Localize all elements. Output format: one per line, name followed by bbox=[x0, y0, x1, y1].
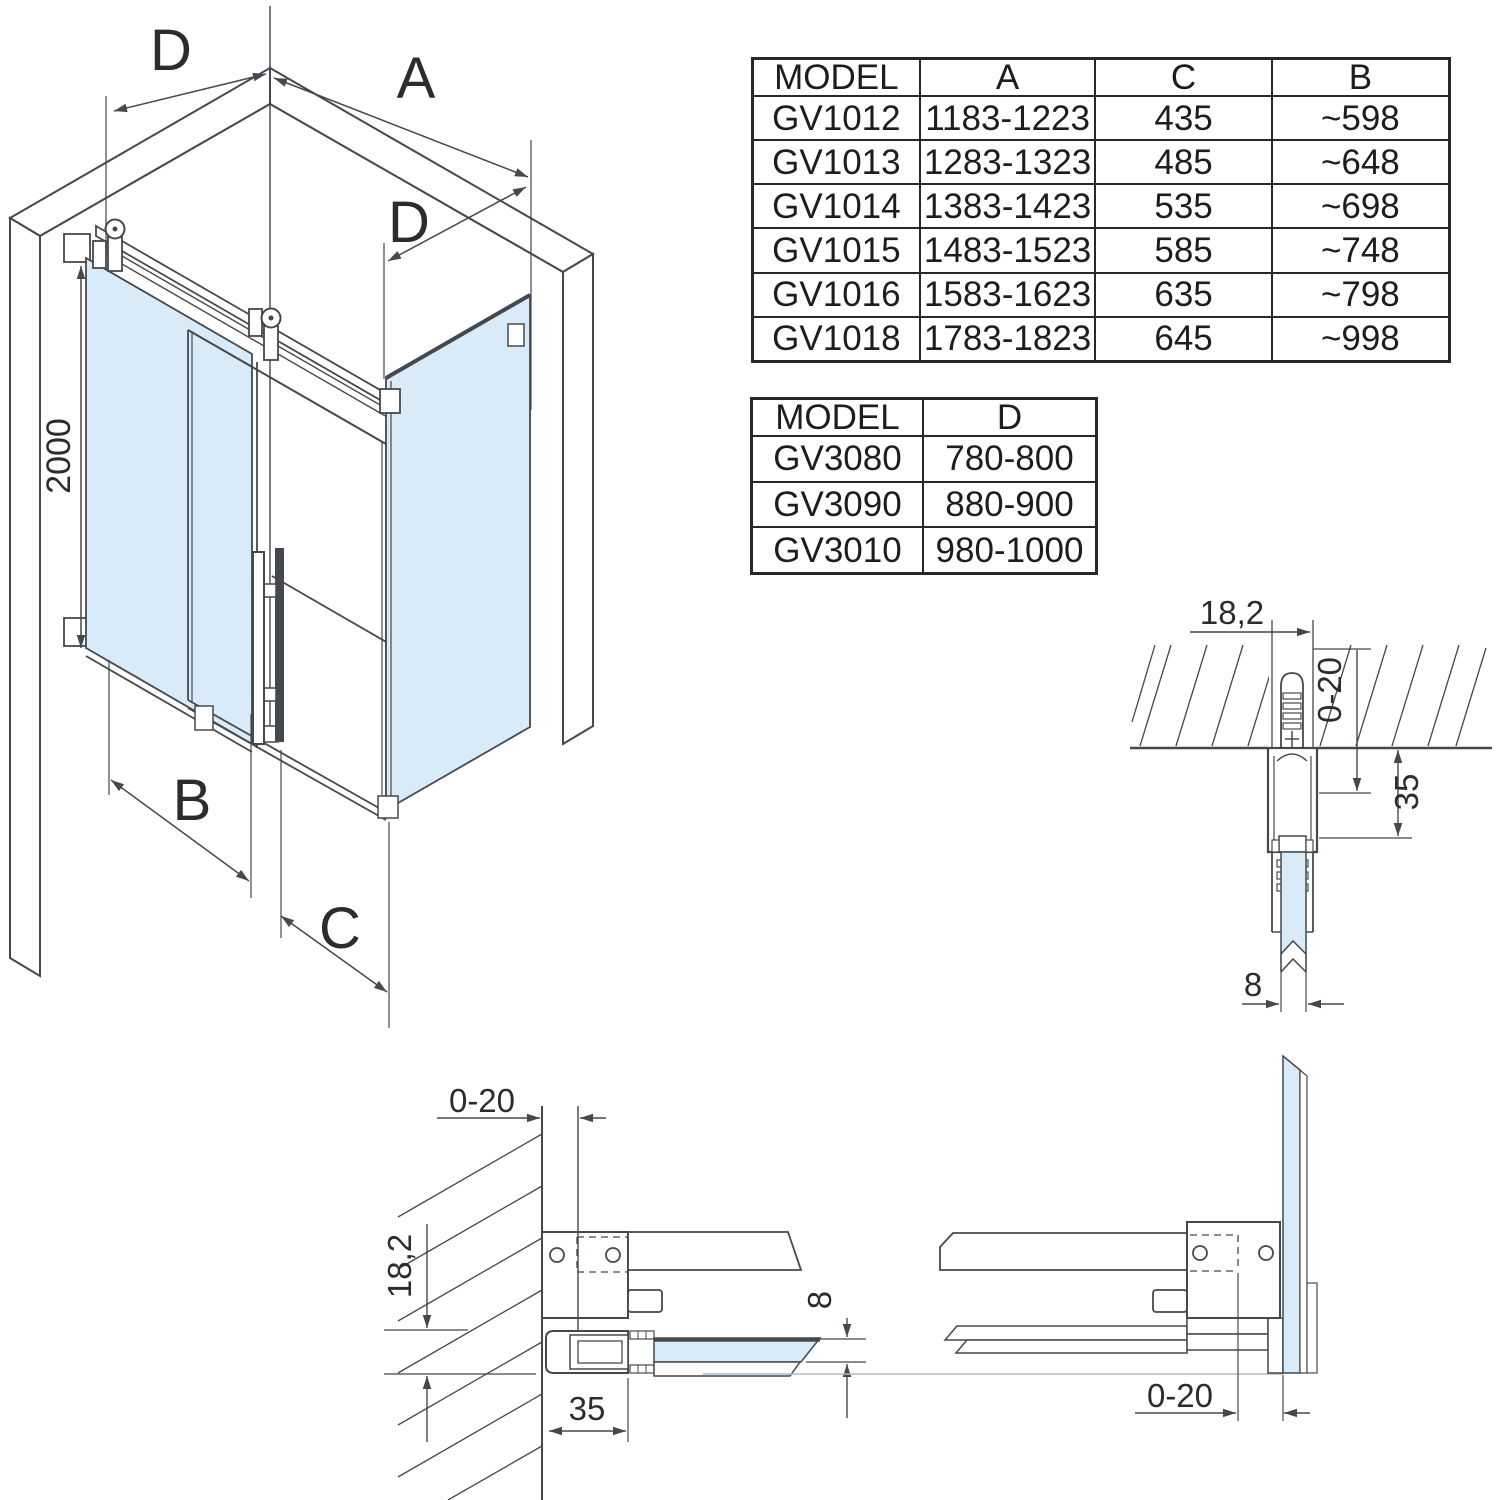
dimension-arrowhead bbox=[514, 168, 528, 177]
dim-label-8: 8 bbox=[801, 1290, 838, 1310]
top-rail-bar bbox=[940, 1233, 1187, 1270]
screw-hole bbox=[1259, 1246, 1273, 1260]
dimension-arrowhead bbox=[114, 104, 128, 112]
table-cell: 435 bbox=[1095, 96, 1271, 140]
depth-table bbox=[750, 397, 1098, 575]
table-row bbox=[753, 96, 1450, 140]
table-header-cell: D bbox=[923, 399, 1097, 437]
table-cell: 1283-1323 bbox=[920, 140, 1096, 184]
anchor-screw bbox=[1281, 673, 1303, 748]
dim-label-8: 8 bbox=[1243, 966, 1263, 1003]
bottom-guide bbox=[195, 706, 213, 730]
size-table bbox=[751, 57, 1451, 363]
table-header-cell: C bbox=[1095, 59, 1271, 97]
table-cell: GV3090 bbox=[752, 482, 923, 528]
table-cell: GV1015 bbox=[753, 228, 920, 272]
dim-label-35: 35 bbox=[1388, 773, 1425, 811]
table-cell: 1383-1423 bbox=[920, 184, 1096, 228]
dimension-18-2 bbox=[1190, 594, 1310, 636]
panel-bracket bbox=[1187, 1222, 1280, 1318]
table-cell: 1483-1523 bbox=[920, 228, 1096, 272]
table-header-cell: B bbox=[1272, 59, 1450, 97]
dimension-arrowhead bbox=[527, 1114, 540, 1123]
table-cell: 880-900 bbox=[923, 482, 1097, 528]
dimension-8 bbox=[1242, 956, 1344, 1012]
dimension-0-20 bbox=[437, 1082, 606, 1122]
table-row bbox=[752, 527, 1097, 573]
table-cell: GV3010 bbox=[752, 527, 923, 573]
table-cell: 585 bbox=[1095, 228, 1271, 272]
dimension-arrowhead bbox=[549, 1427, 562, 1436]
side-glass-panel bbox=[378, 295, 530, 818]
bottom-rail-wall-detail bbox=[381, 1082, 866, 1500]
screw-hole bbox=[550, 1248, 564, 1262]
screw-hole bbox=[1193, 1246, 1207, 1260]
dim-label-18-2: 18,2 bbox=[1199, 594, 1265, 631]
table-row bbox=[753, 317, 1450, 362]
wall-bracket bbox=[542, 1232, 628, 1318]
corner-clamp bbox=[380, 389, 400, 413]
table-cell: ~598 bbox=[1272, 96, 1450, 140]
dim-label-a: A bbox=[396, 46, 436, 111]
dimension-arrowhead bbox=[1266, 1000, 1279, 1009]
table-cell: 1783-1823 bbox=[920, 317, 1096, 362]
dimension-arrowhead bbox=[843, 1364, 852, 1377]
screw-hole bbox=[606, 1248, 620, 1262]
dim-label-18-2: 18,2 bbox=[381, 1233, 418, 1299]
table-cell: 485 bbox=[1095, 140, 1271, 184]
dim-label-b: B bbox=[172, 768, 212, 833]
dimension-arrowhead bbox=[1394, 750, 1403, 763]
bottom-rail-assembly bbox=[546, 1331, 820, 1376]
dim-label-35: 35 bbox=[568, 1390, 606, 1427]
rail-stub bbox=[628, 1290, 662, 1312]
table-cell: 780-800 bbox=[923, 436, 1097, 482]
dimension-18-2 bbox=[381, 1224, 536, 1442]
table-row bbox=[753, 184, 1450, 228]
dimension-35 bbox=[1319, 750, 1425, 838]
dimension-arrowhead bbox=[1284, 1409, 1297, 1418]
bottom-rail-bar bbox=[956, 1340, 1187, 1353]
dimension-arrowhead bbox=[236, 870, 249, 881]
table-row bbox=[752, 436, 1097, 482]
table-cell: 980-1000 bbox=[923, 527, 1097, 573]
dim-label-c: C bbox=[319, 896, 361, 961]
top-rail-bar bbox=[628, 1232, 801, 1270]
table-cell: GV1012 bbox=[753, 96, 920, 140]
track-profile-section bbox=[1268, 748, 1317, 852]
dimension-arrowhead bbox=[843, 1324, 852, 1337]
size-table-grid bbox=[751, 57, 1451, 363]
dimension-arrowhead bbox=[1297, 628, 1310, 637]
table-cell: ~648 bbox=[1272, 140, 1450, 184]
wall-hatch bbox=[398, 1134, 542, 1500]
table-cell: ~698 bbox=[1272, 184, 1450, 228]
table-cell: GV1018 bbox=[753, 317, 920, 362]
dim-label-d-mid: D bbox=[388, 190, 430, 255]
isometric-view bbox=[10, 6, 593, 1028]
dim-label-2000: 2000 bbox=[40, 418, 78, 494]
dimension-arrowhead bbox=[281, 916, 294, 927]
table-cell: 1583-1623 bbox=[920, 273, 1096, 317]
table-cell: ~798 bbox=[1272, 273, 1450, 317]
dimension-arrowhead bbox=[374, 981, 387, 992]
dimension-arrowhead bbox=[613, 1427, 626, 1436]
dimension-arrowhead bbox=[423, 1315, 432, 1328]
handle-back-bar bbox=[275, 548, 284, 742]
table-row bbox=[753, 228, 1450, 272]
dim-label-d-left: D bbox=[150, 18, 192, 83]
rail-stub bbox=[1153, 1290, 1187, 1312]
table-row bbox=[753, 140, 1450, 184]
wall-clip bbox=[508, 324, 524, 346]
table-cell: 645 bbox=[1095, 317, 1271, 362]
table-cell: ~998 bbox=[1272, 317, 1450, 362]
side-panel-glass bbox=[1283, 1056, 1317, 1373]
bottom-clamp bbox=[378, 796, 398, 818]
dimension-8 bbox=[801, 1291, 866, 1418]
table-row bbox=[753, 273, 1450, 317]
dimension-35 bbox=[549, 1378, 628, 1442]
table-header-cell: A bbox=[920, 59, 1096, 97]
dimension-0-20 bbox=[1311, 649, 1371, 793]
table-row bbox=[752, 482, 1097, 528]
glass-section bbox=[1281, 852, 1306, 972]
dimension-arrowhead bbox=[1394, 823, 1403, 836]
table-header-cell: MODEL bbox=[752, 399, 923, 437]
table-cell: GV1016 bbox=[753, 273, 920, 317]
dimension-arrowhead bbox=[1308, 1000, 1321, 1009]
dim-label-0-20: 0-20 bbox=[448, 1082, 516, 1119]
table-cell: GV1013 bbox=[753, 140, 920, 184]
dim-label-0-20: 0-20 bbox=[1146, 1377, 1214, 1414]
dimension-arrowhead bbox=[1223, 1409, 1236, 1418]
table-cell: 635 bbox=[1095, 273, 1271, 317]
table-cell: 535 bbox=[1095, 184, 1271, 228]
bottom-rail-bar bbox=[945, 1326, 1187, 1340]
table-header-cell: MODEL bbox=[753, 59, 920, 97]
table-cell: GV1014 bbox=[753, 184, 920, 228]
dimension-arrowhead bbox=[580, 1114, 593, 1123]
table-cell: ~748 bbox=[1272, 228, 1450, 272]
door-handle bbox=[253, 552, 264, 744]
dimension-arrowhead bbox=[423, 1376, 432, 1389]
table-cell: 1183-1223 bbox=[920, 96, 1096, 140]
depth-table-grid bbox=[750, 397, 1098, 575]
dimension-arrowhead bbox=[1353, 778, 1362, 791]
dimension-arrowhead bbox=[513, 187, 526, 197]
dim-label-0-20: 0-20 bbox=[1311, 656, 1348, 724]
table-cell: GV3080 bbox=[752, 436, 923, 482]
wall-profile-section-detail bbox=[1130, 594, 1492, 1012]
